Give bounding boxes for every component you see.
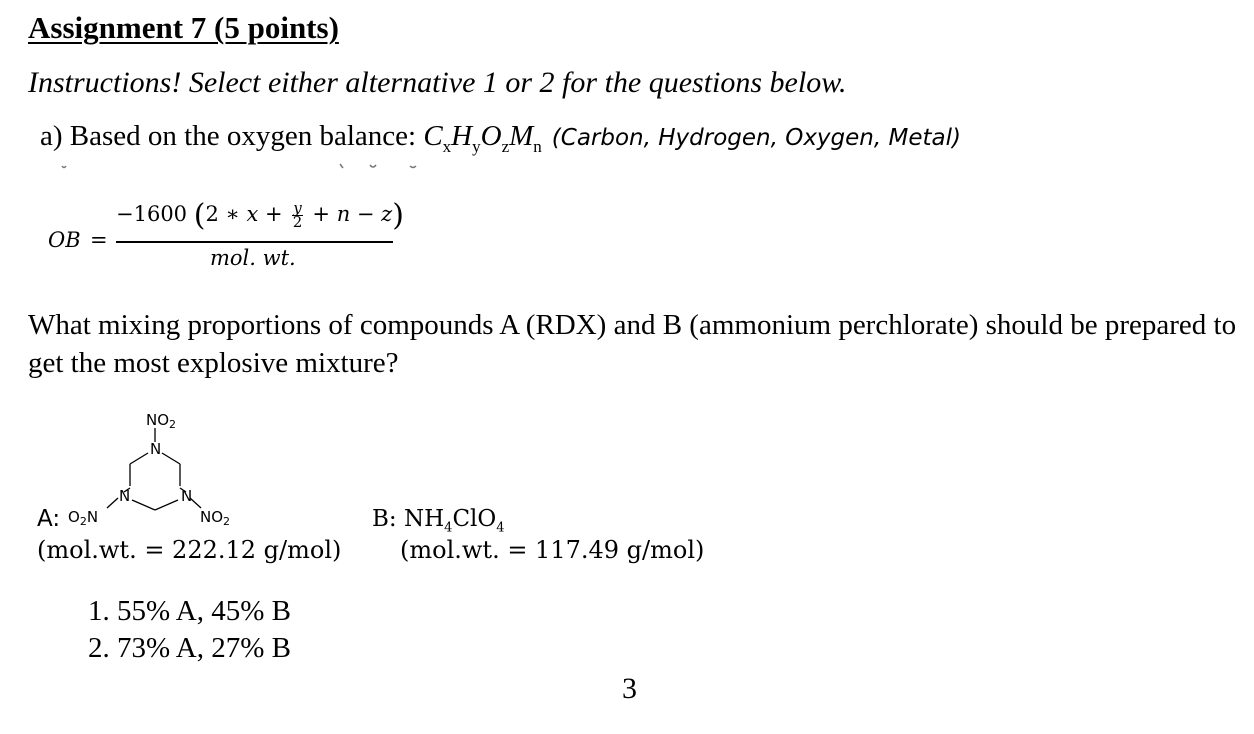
rdx-ring-n-right: N — [181, 487, 193, 505]
rdx-left-o2n: $O_2N$ — [68, 508, 99, 528]
option-2: 2. 73% A, 27% B — [88, 632, 291, 664]
equation-denominator: mol. wt. — [210, 246, 296, 270]
question-a-prefix: a) Based on the oxygen balance: — [40, 120, 424, 152]
fraction-bar — [116, 241, 393, 243]
rdx-ring-n-left: N — [119, 487, 131, 505]
rdx-ring-n-top: N — [150, 440, 162, 458]
equation-numerator: −1600 (2 ∗ x + $\frac{y}{2}$ + n − z) — [116, 198, 404, 233]
cropped-text-fragment — [40, 156, 460, 172]
general-formula: $C_xH_yO_zM_n$ — [423, 120, 542, 156]
rdx-structure — [70, 408, 270, 528]
page-number: 3 — [622, 672, 637, 705]
assignment-title: Assignment 7 (5 points) — [28, 10, 339, 45]
compound-b-label: B: $NH_4ClO_4$ — [372, 506, 505, 536]
compound-b-molwt: (mol.wt. = 117.49 g/mol) — [400, 536, 705, 564]
mixing-question: What mixing proportions of compounds A (RDX) and B (ammonium perchlorate) should be prepared to get the most explosive mixture? — [28, 309, 1237, 379]
compound-a-molwt: (mol.wt. = 222.12 g/mol) — [37, 536, 342, 564]
answer-options — [88, 593, 291, 667]
instructions-text: Instructions! Select either alternative 1 or 2 for the questions below. — [28, 66, 847, 99]
formula-legend: (Carbon, Hydrogen, Oxygen, Metal) — [551, 125, 961, 151]
question-a — [40, 120, 961, 157]
rdx-top-no2: $NO_2$ — [146, 411, 177, 431]
option-1: 1. 55% A, 45% B — [88, 595, 291, 627]
rdx-right-no2: $NO_2$ — [200, 508, 231, 528]
ob-symbol: OB — [48, 228, 81, 252]
equals-sign: = — [90, 228, 108, 252]
compound-a-label: A: — [37, 506, 61, 532]
y-over-2-fraction: $\frac{y}{2}$ — [292, 199, 303, 231]
